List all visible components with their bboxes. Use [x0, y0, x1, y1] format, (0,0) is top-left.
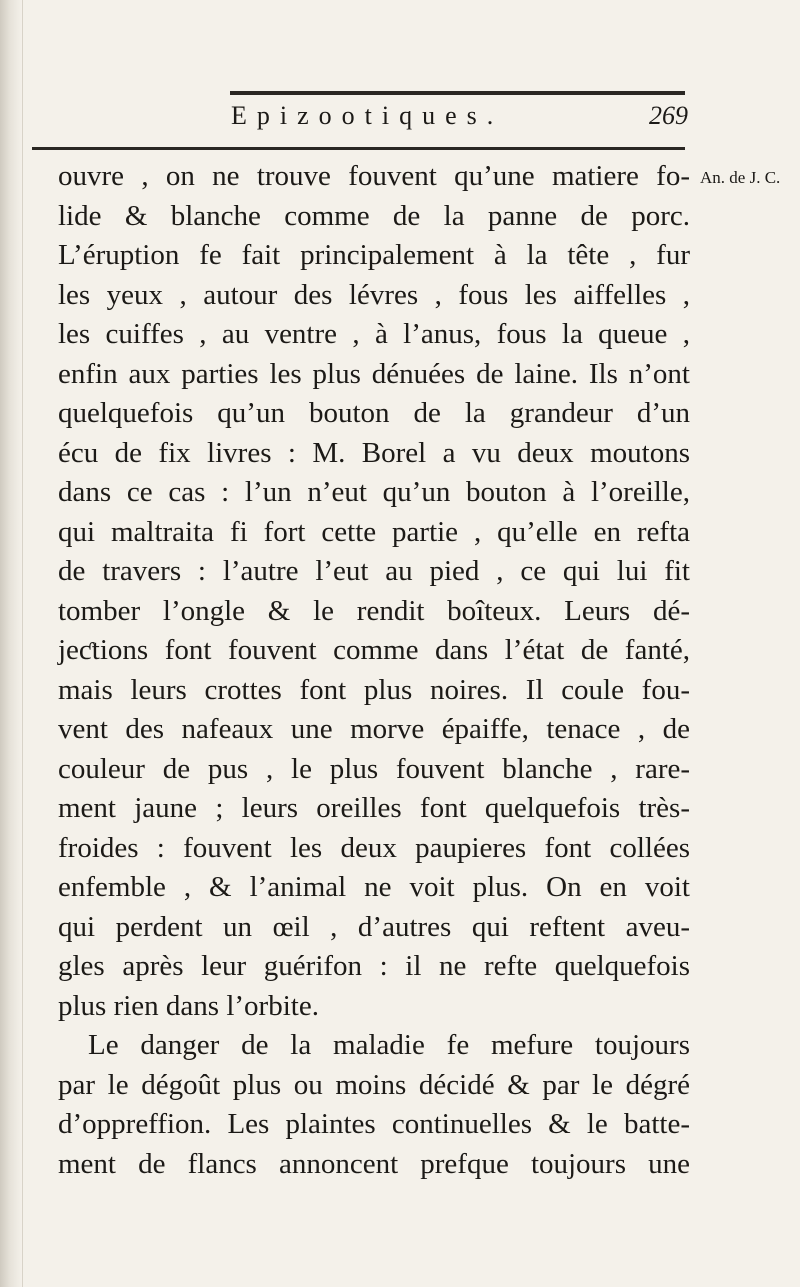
text-line: ment jaune ; leurs oreilles font quelquefois très-: [58, 792, 690, 824]
text-line: lide & blanche comme de la panne de porc.: [58, 199, 690, 232]
page-binding-edge: [0, 0, 23, 1287]
text-line: ouvre , on ne trouve fouvent qu’une matiere fo-: [58, 160, 690, 192]
text-line: les yeux , autour des lévres , fous les aiffelles ,: [58, 278, 690, 311]
page-number: 269: [649, 101, 688, 130]
running-title: Epizootiques.: [231, 101, 504, 130]
text-line: ment de flancs annoncent prefque toujours une: [58, 1147, 690, 1180]
running-header: [36, 101, 688, 141]
text-line: d’oppreffion. Les plaintes continuelles & le batte-: [58, 1108, 690, 1140]
text-line: par le dégoût plus ou moins décidé & par le dégré: [58, 1068, 690, 1101]
text-line: couleur de pus , le plus fouvent blanche , rare-: [58, 752, 690, 785]
text-line: froides : fouvent les deux paupieres font collées: [58, 831, 690, 864]
text-line: de travers : l’autre l’eut au pied , ce qui lui fit: [58, 555, 690, 587]
text-line: dans ce cas : l’un n’eut qu’un bouton à l’oreille,: [58, 476, 690, 508]
text-line: quelquefois qu’un bouton de la grandeur d’un: [58, 397, 690, 429]
text-line: Le danger de la maladie fe mefure toujours: [88, 1029, 690, 1061]
text-line: tomber l’ongle & le rendit boîteux. Leurs dé-: [58, 594, 690, 627]
text-line: jeƈtions font fouvent comme dans l’état de fanté,: [58, 634, 690, 666]
text-line: gles après leur guérifon : il ne refte quelquefois: [58, 950, 690, 982]
text-line: enfemble , & l’animal ne voit plus. On en voit: [58, 871, 690, 903]
text-line: qui maltraita fi fort cette partie , qu’elle en refta: [58, 515, 690, 548]
margin-note: An. de J. C.: [700, 168, 781, 187]
text-line: vent des nafeaux une morve épaiffe, tenace , de: [58, 713, 690, 745]
text-line: L’éruption fe fait principalement à la tête , fur: [58, 239, 690, 271]
text-line: qui perdent un œil , d’autres qui reftent aveu-: [58, 910, 690, 943]
header-rule-top: [230, 91, 685, 95]
body-text: [58, 157, 690, 1184]
text-line: enfin aux parties les plus dénuées de laine. Ils n’ont: [58, 357, 690, 390]
text-line: mais leurs crottes font plus noires. Il coule fou-: [58, 673, 690, 706]
header-rule-bottom: [32, 147, 685, 150]
text-line: écu de fix livres : M. Borel a vu deux moutons: [58, 436, 690, 469]
text-line: plus rien dans l’orbite.: [58, 989, 319, 1022]
text-line: les cuiffes , au ventre , à l’anus, fous la queue ,: [58, 318, 690, 350]
